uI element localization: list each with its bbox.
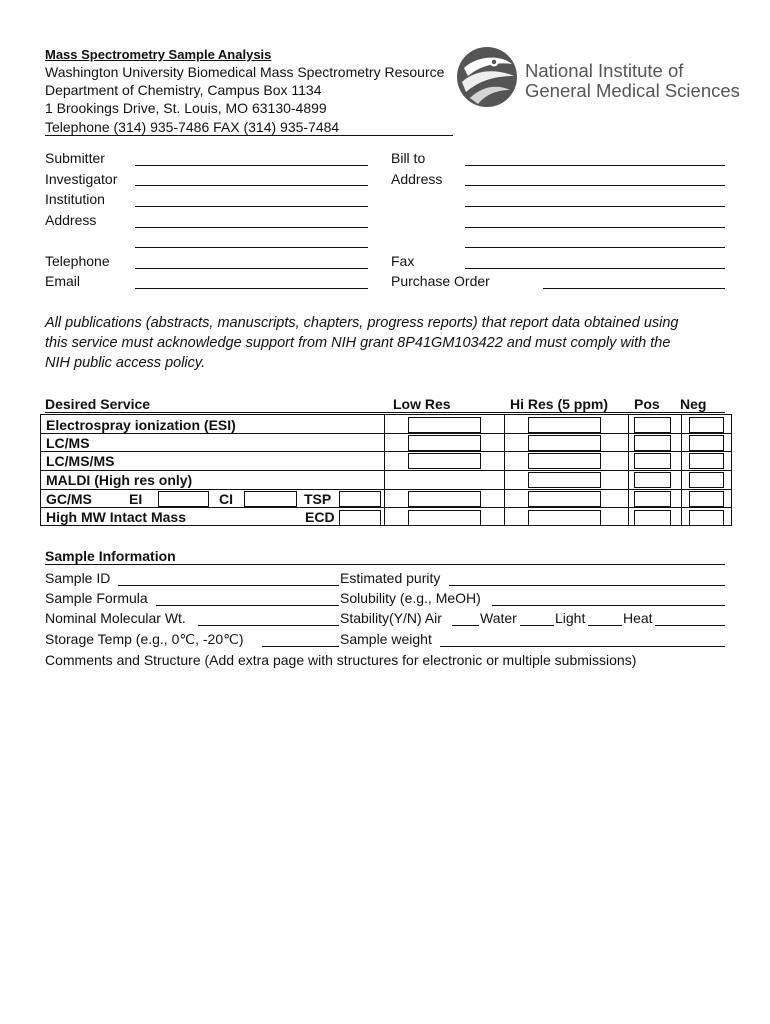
- storage-temp-label: Storage Temp (e.g., 0℃, -20℃): [45, 631, 244, 647]
- service-lcmsms: LC/MS/MS: [46, 453, 115, 469]
- ei-label: EI: [129, 491, 143, 507]
- submitter-field[interactable]: [135, 165, 368, 166]
- ecd-checkbox[interactable]: [339, 510, 381, 526]
- phone-line: Telephone (314) 935-7486 FAX (314) 935-7484: [45, 119, 340, 135]
- ci-checkbox[interactable]: [244, 491, 297, 507]
- bill-to-label: Bill to: [391, 150, 426, 166]
- institution-label: Institution: [45, 191, 105, 207]
- sample-weight-label: Sample weight: [340, 631, 432, 647]
- estimated-purity-label: Estimated purity: [340, 570, 441, 586]
- email-field[interactable]: [135, 288, 368, 289]
- lcmsms-neg-box[interactable]: [689, 453, 724, 469]
- address-field[interactable]: [135, 227, 368, 228]
- esi-neg-box[interactable]: [689, 417, 724, 433]
- stability-heat-label: Heat: [623, 610, 653, 626]
- service-high-mw: High MW Intact Mass: [46, 509, 187, 525]
- fax-label: Fax: [391, 253, 415, 269]
- col-hi-res: Hi Res (5 ppm): [510, 396, 609, 412]
- high-mw-hi-res-box[interactable]: [528, 510, 601, 526]
- header-underline: [45, 135, 453, 136]
- estimated-purity-field[interactable]: [449, 585, 725, 586]
- nominal-mw-field[interactable]: [198, 625, 339, 626]
- high-mw-low-res-box[interactable]: [408, 510, 481, 526]
- institution-field[interactable]: [135, 206, 368, 207]
- stability-light-label: Light: [555, 610, 586, 626]
- bill-address-field-4[interactable]: [465, 247, 725, 248]
- col-low-res: Low Res: [393, 396, 451, 412]
- address-line: 1 Brookings Drive, St. Louis, MO 63130-4899: [45, 100, 327, 116]
- gcms-neg-box[interactable]: [689, 491, 724, 507]
- stability-light-field[interactable]: [588, 625, 622, 626]
- lcms-pos-box[interactable]: [634, 435, 671, 451]
- notice-line-3: NIH public access policy.: [45, 355, 206, 371]
- ei-checkbox[interactable]: [158, 491, 209, 507]
- comments-area[interactable]: [45, 672, 725, 1002]
- sample-heading-underline: [45, 564, 725, 565]
- tsp-label: TSP: [304, 491, 332, 507]
- investigator-field[interactable]: [135, 185, 368, 186]
- lcmsms-low-res-box[interactable]: [408, 453, 481, 469]
- ecd-label: ECD: [305, 509, 335, 525]
- logo-line-1: National Institute of: [525, 60, 684, 81]
- sample-weight-field[interactable]: [440, 646, 725, 647]
- solubility-field[interactable]: [492, 605, 725, 606]
- purchase-order-field[interactable]: [543, 288, 725, 289]
- lcmsms-hi-res-box[interactable]: [528, 453, 601, 469]
- sample-formula-label: Sample Formula: [45, 590, 148, 606]
- purchase-order-label: Purchase Order: [391, 273, 490, 289]
- submitter-label: Submitter: [45, 150, 105, 166]
- lcms-low-res-box[interactable]: [408, 435, 481, 451]
- stability-water-field[interactable]: [520, 625, 554, 626]
- services-heading: Desired Service: [45, 396, 151, 412]
- service-lcms: LC/MS: [46, 435, 90, 451]
- stability-heat-field[interactable]: [655, 625, 725, 626]
- maldi-hi-res-box[interactable]: [528, 472, 601, 488]
- address-label: Address: [45, 212, 97, 228]
- bill-to-field[interactable]: [465, 165, 725, 166]
- lcmsms-pos-box[interactable]: [634, 453, 671, 469]
- high-mw-neg-box[interactable]: [689, 510, 724, 526]
- fax-field[interactable]: [465, 268, 725, 269]
- telephone-label: Telephone: [45, 253, 110, 269]
- solubility-label: Solubility (e.g., MeOH): [340, 590, 481, 606]
- maldi-pos-box[interactable]: [634, 472, 671, 488]
- bill-address-label: Address: [391, 171, 443, 187]
- email-label: Email: [45, 273, 81, 289]
- sample-heading: Sample Information: [45, 548, 176, 564]
- telephone-field[interactable]: [135, 268, 368, 269]
- investigator-label: Investigator: [45, 171, 118, 187]
- nigms-swirl-logo-icon: [456, 46, 518, 108]
- org-line: Washington University Biomedical Mass Spectrometry Resource: [45, 64, 445, 80]
- address-field-2[interactable]: [135, 247, 368, 248]
- notice-line-2: this service must acknowledge support from NIH grant 8P41GM103422 and must comply with the: [45, 335, 671, 351]
- sample-id-field[interactable]: [118, 585, 339, 586]
- gcms-low-res-box[interactable]: [408, 491, 481, 507]
- tsp-checkbox[interactable]: [339, 491, 381, 507]
- nominal-mw-label: Nominal Molecular Wt.: [45, 610, 186, 626]
- stability-water-label: Water: [480, 610, 517, 626]
- col-pos: Pos: [634, 396, 660, 412]
- esi-hi-res-box[interactable]: [528, 417, 601, 433]
- gcms-pos-box[interactable]: [634, 491, 671, 507]
- logo-line-2: General Medical Sciences: [525, 80, 740, 101]
- sample-formula-field[interactable]: [156, 605, 339, 606]
- esi-low-res-box[interactable]: [408, 417, 481, 433]
- storage-temp-field[interactable]: [262, 646, 339, 647]
- service-esi: Electrospray ionization (ESI): [46, 417, 236, 433]
- dept-line: Department of Chemistry, Campus Box 1134: [45, 82, 322, 98]
- service-maldi: MALDI (High res only): [46, 472, 193, 488]
- comments-label: Comments and Structure (Add extra page with structures for electronic or multiple submissions): [45, 652, 637, 668]
- bill-address-field-2[interactable]: [465, 206, 725, 207]
- stability-air-field[interactable]: [452, 625, 479, 626]
- ci-label: CI: [219, 491, 233, 507]
- maldi-neg-box[interactable]: [689, 472, 724, 488]
- form-title: Mass Spectrometry Sample Analysis: [45, 47, 272, 62]
- high-mw-pos-box[interactable]: [634, 510, 671, 526]
- services-table: [40, 414, 732, 526]
- esi-pos-box[interactable]: [634, 417, 671, 433]
- service-gcms: GC/MS: [46, 491, 92, 507]
- gcms-hi-res-box[interactable]: [528, 491, 601, 507]
- services-header-underline: [45, 412, 725, 413]
- lcms-hi-res-box[interactable]: [528, 435, 601, 451]
- sample-id-label: Sample ID: [45, 570, 111, 586]
- stability-air-label: Stability(Y/N) Air: [340, 610, 442, 626]
- bill-address-field[interactable]: [465, 185, 725, 186]
- lcms-neg-box[interactable]: [689, 435, 724, 451]
- notice-line-1: All publications (abstracts, manuscripts, chapters, progress reports) that report data obtained using: [45, 315, 679, 331]
- bill-address-field-3[interactable]: [465, 227, 725, 228]
- col-neg: Neg: [680, 396, 707, 412]
